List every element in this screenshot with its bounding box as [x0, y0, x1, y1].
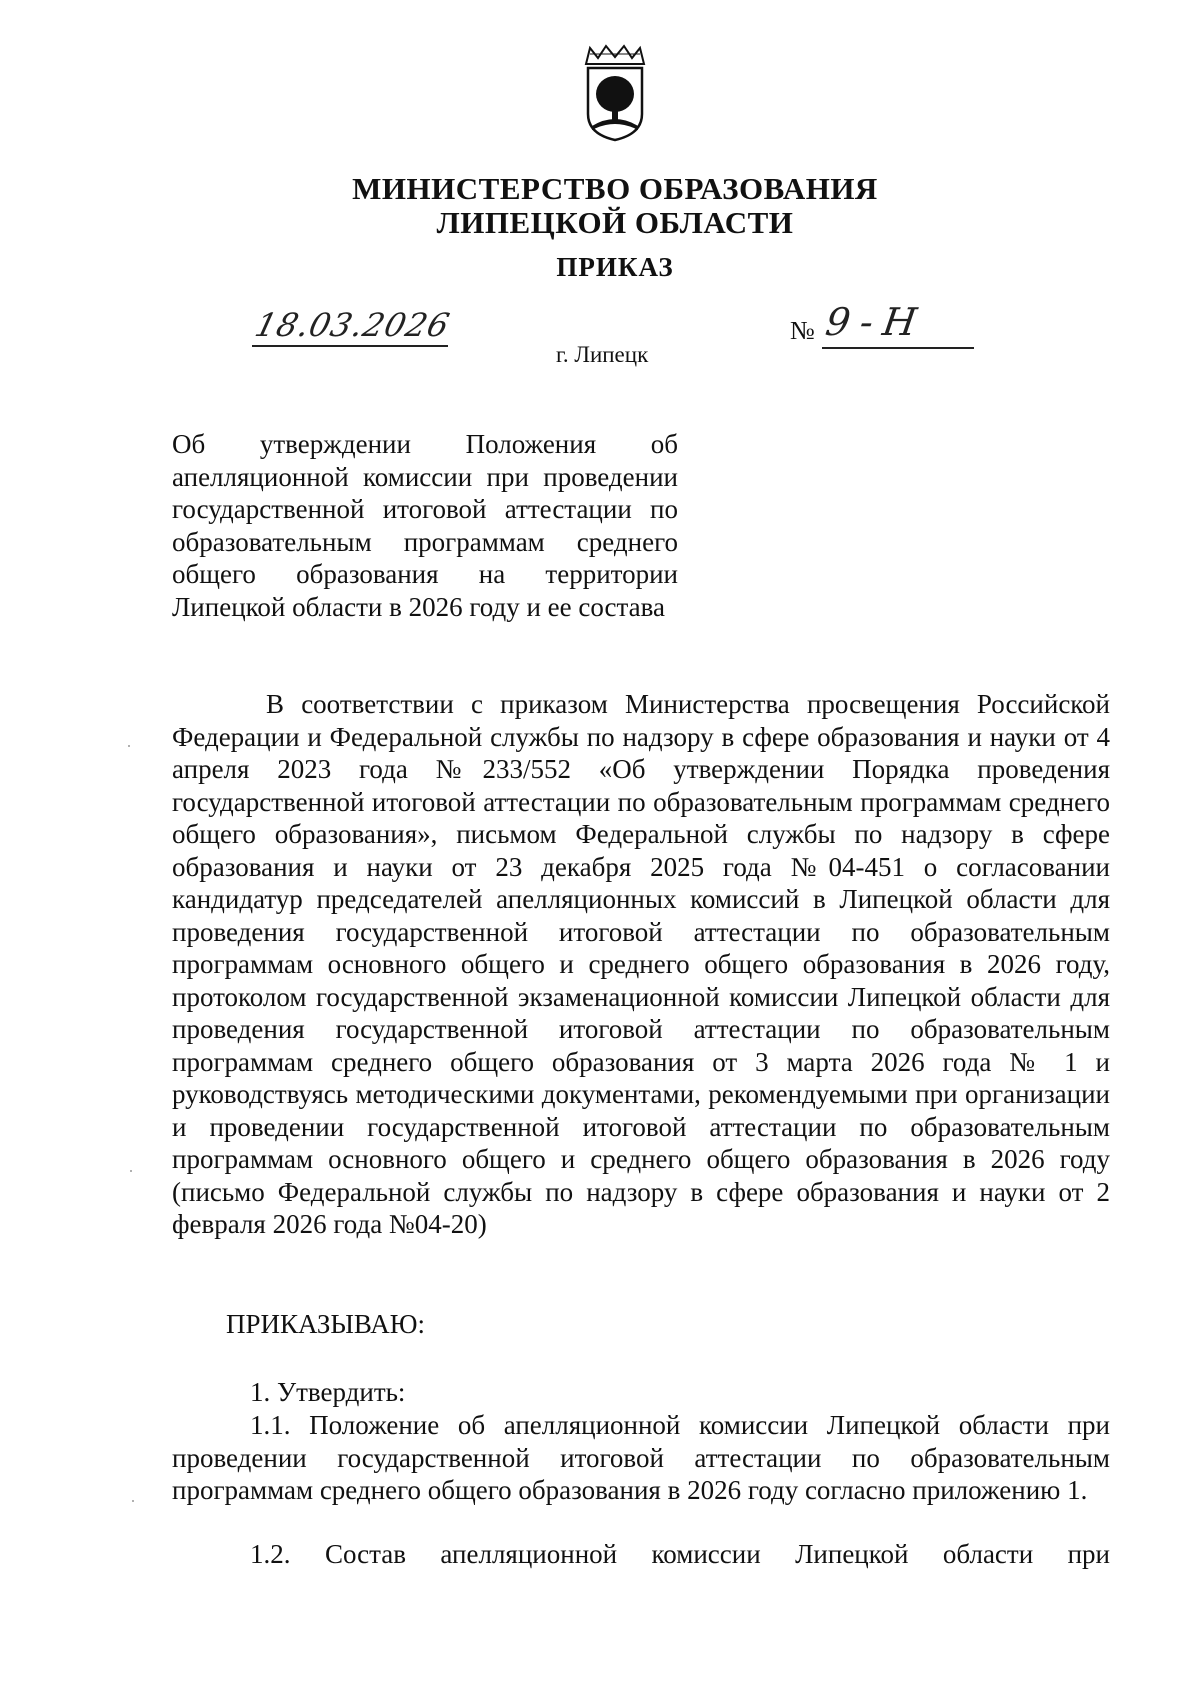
scan-speck [130, 1170, 132, 1172]
ministry-name-line1: МИНИСТЕРСТВО ОБРАЗОВАНИЯ [352, 171, 878, 206]
preamble-paragraph: В соответствии с приказом Министерства просвещения Российской Федерации и Федеральной службы по надзору в сфере образования и науки от 4 апреля 2023 года №233/552 «Об утверждении Порядка проведения государственной итоговой аттестации по образовательным программам среднего общего образования», письмом Федеральной службы по надзору в сфере образования и науки от 23 декабря 2025 года №04-451 о согласовании кандидатур председателей апелляционных комиссий в Липецкой области для проведения государственной итоговой аттестации по образовательным программам основного общего и среднего общего образования в 2026 году, протоколом государственной экзаменационной комиссии Липецкой области для проведения государственной итоговой аттестации по образовательным программам среднего общего образования от 3 марта 2026 года № 1 и руководствуясь методическими документами, рекомендуемыми при организации и проведении государственной итоговой аттестации по образовательным программам основного общего и среднего общего образования в 2026 году (письмо Федеральной службы по надзору в сфере образования и науки от 2 февраля 2026 года №04-20) [172, 689, 1110, 1239]
order-subject: Об утверждении Положения об апелляционной комиссии при проведении государственной итоговой аттестации по образовательным программам среднего общего образования на территории Липецкой области в 2026 году и ее состава [172, 429, 678, 622]
number-label: № [790, 316, 815, 345]
order-word: ПРИКАЗЫВАЮ: [226, 1309, 425, 1339]
city: г. Липецк [556, 342, 649, 367]
handwritten-order-number: 9-Н [822, 300, 930, 344]
date-underline [252, 345, 448, 347]
point-1-1: 1.1. Положение об апелляционной комиссии Липецкой области при проведении государственной итоговой аттестации по образовательным программам среднего общего образования в 2026 году согласно приложению 1. [172, 1410, 1110, 1505]
point-1-2: 1.2. Состав апелляционной комиссии Липецкой области при [250, 1539, 1110, 1569]
handwritten-date: 18.03.2026 [251, 306, 454, 344]
scan-speck [128, 745, 130, 747]
scan-speck [132, 1500, 134, 1502]
document-type: ПРИКАЗ [556, 252, 674, 282]
point-1: 1. Утвердить: [250, 1377, 406, 1407]
ministry-name [0, 172, 1200, 240]
ministry-name-line2: ЛИПЕЦКОЙ ОБЛАСТИ [436, 205, 794, 240]
coat-of-arms-emblem [580, 42, 650, 142]
number-underline [822, 347, 974, 349]
